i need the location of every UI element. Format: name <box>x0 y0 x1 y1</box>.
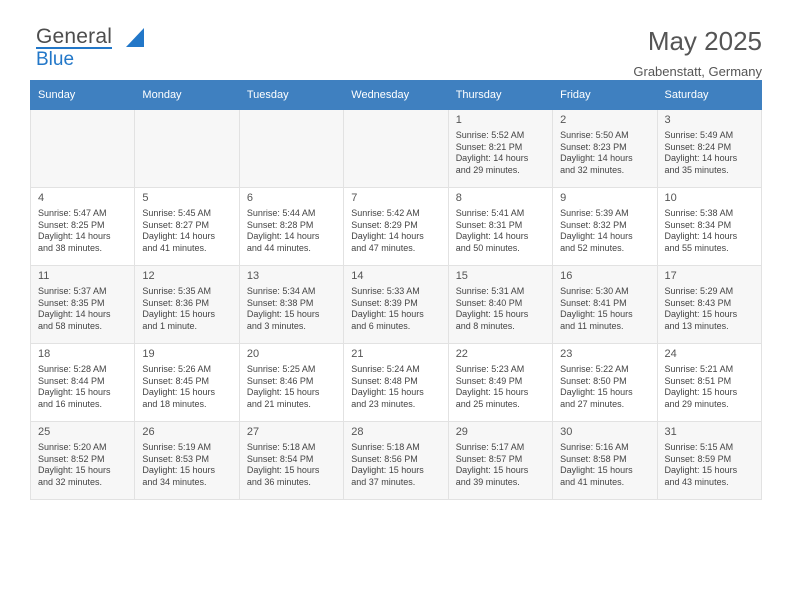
sunrise-text: Sunrise: 5:50 AM <box>560 130 629 140</box>
sunset-text: Sunset: 8:24 PM <box>664 141 732 152</box>
daylight-text-line2: and 35 minutes. <box>664 164 729 175</box>
logo-text-general: General <box>36 25 113 48</box>
day-sun-info <box>560 286 650 332</box>
day-number: 8 <box>455 192 462 204</box>
sunset-text: Sunset: 8:36 PM <box>142 297 209 308</box>
daylight-text-line1: Daylight: 14 hours <box>351 231 424 242</box>
day-sun-info <box>665 286 755 332</box>
sunrise-text: Sunrise: 5:42 AM <box>351 208 420 218</box>
calendar-day-cell <box>239 344 343 422</box>
calendar-day-cell <box>31 188 135 266</box>
daylight-text-line1: Daylight: 15 hours <box>246 465 320 476</box>
calendar-day-cell <box>657 344 761 422</box>
calendar-day-cell <box>135 188 239 266</box>
daylight-text-line1: Daylight: 15 hours <box>351 387 424 398</box>
sunset-text: Sunset: 8:53 PM <box>142 453 209 464</box>
sunrise-text: Sunrise: 5:52 AM <box>455 130 525 140</box>
daylight-text-line1: Daylight: 15 hours <box>664 387 738 398</box>
day-sun-info <box>665 130 755 176</box>
day-number: 24 <box>664 348 677 360</box>
day-sun-info <box>142 442 232 488</box>
sunrise-text: Sunrise: 5:31 AM <box>455 286 525 296</box>
daylight-text-line2: and 32 minutes. <box>560 164 625 175</box>
sunset-text: Sunset: 8:51 PM <box>664 375 732 386</box>
day-sun-info <box>560 130 650 176</box>
calendar-day-cell <box>344 422 448 500</box>
sunrise-text: Sunrise: 5:15 AM <box>664 442 734 452</box>
day-number: 18 <box>38 348 51 360</box>
sunset-text: Sunset: 8:25 PM <box>38 219 105 230</box>
daylight-text-line1: Daylight: 14 hours <box>455 231 529 242</box>
daylight-text-line2: and 11 minutes. <box>560 320 624 331</box>
daylight-text-line1: Daylight: 14 hours <box>560 231 633 242</box>
day-sun-info <box>456 208 546 254</box>
weekday-header-wednesday: Wednesday <box>344 81 448 110</box>
sunset-text: Sunset: 8:52 PM <box>38 453 105 464</box>
sunset-text: Sunset: 8:29 PM <box>351 219 418 230</box>
day-sun-info <box>142 208 232 254</box>
sunrise-text: Sunrise: 5:18 AM <box>246 442 316 452</box>
sunrise-text: Sunrise: 5:28 AM <box>38 364 107 374</box>
sunset-text: Sunset: 8:48 PM <box>351 375 418 386</box>
daylight-text-line2: and 16 minutes. <box>38 398 103 409</box>
daylight-text-line2: and 41 minutes. <box>142 242 207 253</box>
daylight-text-line2: and 39 minutes. <box>455 476 520 487</box>
calendar-day-cell <box>657 422 761 500</box>
calendar-day-cell <box>553 422 657 500</box>
calendar-day-cell <box>657 266 761 344</box>
daylight-text-line1: Daylight: 14 hours <box>455 153 529 164</box>
sunrise-text: Sunrise: 5:26 AM <box>142 364 211 374</box>
day-sun-info <box>38 364 128 410</box>
calendar-week-row <box>31 266 762 344</box>
day-sun-info <box>560 442 650 488</box>
sunrise-text: Sunrise: 5:29 AM <box>664 286 734 296</box>
sunrise-text: Sunrise: 5:35 AM <box>142 286 211 296</box>
day-sun-info <box>351 442 441 488</box>
sunrise-text: Sunrise: 5:45 AM <box>142 208 211 218</box>
day-number: 21 <box>351 348 364 360</box>
weekday-header-sunday: Sunday <box>31 81 135 110</box>
daylight-text-line1: Daylight: 15 hours <box>38 465 111 476</box>
daylight-text-line2: and 38 minutes. <box>38 242 103 253</box>
day-number: 6 <box>246 192 253 204</box>
calendar-day-cell <box>448 344 552 422</box>
day-sun-info <box>560 208 650 254</box>
sunrise-text: Sunrise: 5:22 AM <box>560 364 629 374</box>
sunrise-text: Sunrise: 5:16 AM <box>560 442 629 452</box>
daylight-text-line1: Daylight: 15 hours <box>455 465 529 476</box>
sunset-text: Sunset: 8:21 PM <box>455 141 523 152</box>
sunset-text: Sunset: 8:50 PM <box>560 375 627 386</box>
calendar-day-cell <box>344 266 448 344</box>
sunset-text: Sunset: 8:31 PM <box>455 219 523 230</box>
daylight-text-line2: and 50 minutes. <box>455 242 520 253</box>
brand-logo <box>30 26 156 70</box>
day-sun-info <box>351 364 441 410</box>
calendar-day-cell <box>448 266 552 344</box>
day-sun-info <box>351 286 441 332</box>
daylight-text-line1: Daylight: 15 hours <box>38 387 111 398</box>
daylight-text-line1: Daylight: 15 hours <box>246 387 320 398</box>
sunrise-text: Sunrise: 5:23 AM <box>455 364 525 374</box>
sunset-text: Sunset: 8:35 PM <box>38 297 105 308</box>
calendar-day-cell <box>448 188 552 266</box>
sunrise-text: Sunrise: 5:41 AM <box>455 208 525 218</box>
calendar-day-cell <box>553 188 657 266</box>
weekday-header-friday: Friday <box>553 81 657 110</box>
calendar-day-cell <box>239 266 343 344</box>
daylight-text-line1: Daylight: 15 hours <box>560 309 633 320</box>
sunset-text: Sunset: 8:28 PM <box>246 219 314 230</box>
day-number: 3 <box>664 114 671 126</box>
day-number: 16 <box>560 270 573 282</box>
calendar-day-cell <box>657 188 761 266</box>
daylight-text-line2: and 36 minutes. <box>246 476 311 487</box>
sunrise-text: Sunrise: 5:38 AM <box>664 208 734 218</box>
daylight-text-line1: Daylight: 15 hours <box>560 465 633 476</box>
calendar-day-cell <box>239 422 343 500</box>
daylight-text-line1: Daylight: 15 hours <box>560 387 633 398</box>
calendar-day-empty <box>239 110 343 188</box>
day-sun-info <box>38 208 128 254</box>
calendar-day-cell <box>31 344 135 422</box>
daylight-text-line1: Daylight: 15 hours <box>455 387 529 398</box>
daylight-text-line2: and 13 minutes. <box>664 320 729 331</box>
sunset-text: Sunset: 8:43 PM <box>664 297 732 308</box>
day-number: 12 <box>142 270 155 282</box>
day-sun-info <box>560 364 650 410</box>
daylight-text-line2: and 1 minute. <box>142 320 197 331</box>
sunrise-text: Sunrise: 5:47 AM <box>38 208 107 218</box>
calendar-day-cell <box>31 266 135 344</box>
day-number: 28 <box>351 426 364 438</box>
daylight-text-line2: and 58 minutes. <box>38 320 103 331</box>
location-subtitle: Grabenstatt, Germany <box>633 64 762 79</box>
day-sun-info <box>247 208 337 254</box>
sunrise-text: Sunrise: 5:18 AM <box>351 442 420 452</box>
logo-text-blue: Blue <box>36 49 75 70</box>
day-number: 25 <box>38 426 51 438</box>
weekday-header-monday: Monday <box>135 81 239 110</box>
daylight-text-line2: and 8 minutes. <box>455 320 515 331</box>
daylight-text-line2: and 6 minutes. <box>351 320 411 331</box>
daylight-text-line1: Daylight: 15 hours <box>455 309 529 320</box>
sunset-text: Sunset: 8:58 PM <box>560 453 627 464</box>
sunset-text: Sunset: 8:32 PM <box>560 219 627 230</box>
daylight-text-line1: Daylight: 15 hours <box>351 309 424 320</box>
daylight-text-line1: Daylight: 14 hours <box>142 231 215 242</box>
day-sun-info <box>351 208 441 254</box>
daylight-text-line2: and 29 minutes. <box>455 164 520 175</box>
sunrise-text: Sunrise: 5:24 AM <box>351 364 420 374</box>
sunrise-text: Sunrise: 5:33 AM <box>351 286 420 296</box>
day-sun-info <box>247 286 337 332</box>
sunset-text: Sunset: 8:57 PM <box>455 453 523 464</box>
daylight-text-line2: and 37 minutes. <box>351 476 416 487</box>
calendar-day-cell <box>135 422 239 500</box>
weekday-header-thursday: Thursday <box>448 81 552 110</box>
sunrise-text: Sunrise: 5:49 AM <box>664 130 734 140</box>
calendar-day-empty <box>135 110 239 188</box>
calendar-week-row <box>31 188 762 266</box>
day-sun-info <box>142 364 232 410</box>
sunrise-text: Sunrise: 5:19 AM <box>142 442 211 452</box>
day-number: 5 <box>142 192 149 204</box>
daylight-text-line1: Daylight: 15 hours <box>142 465 215 476</box>
daylight-text-line1: Daylight: 15 hours <box>664 309 738 320</box>
sunset-text: Sunset: 8:56 PM <box>351 453 418 464</box>
day-number: 27 <box>246 426 260 438</box>
sunrise-text: Sunrise: 5:20 AM <box>38 442 107 452</box>
day-sun-info <box>38 286 128 332</box>
sunset-text: Sunset: 8:34 PM <box>664 219 732 230</box>
calendar-table <box>30 80 762 500</box>
daylight-text-line2: and 47 minutes. <box>351 242 416 253</box>
sunset-text: Sunset: 8:46 PM <box>246 375 314 386</box>
day-number: 17 <box>664 270 677 282</box>
sunrise-text: Sunrise: 5:39 AM <box>560 208 629 218</box>
daylight-text-line1: Daylight: 14 hours <box>38 231 111 242</box>
daylight-text-line2: and 29 minutes. <box>664 398 729 409</box>
title-block <box>633 26 762 79</box>
calendar-week-row <box>31 344 762 422</box>
daylight-text-line2: and 32 minutes. <box>38 476 103 487</box>
sunrise-text: Sunrise: 5:21 AM <box>664 364 734 374</box>
daylight-text-line1: Daylight: 15 hours <box>664 465 738 476</box>
weekday-header-tuesday: Tuesday <box>239 81 343 110</box>
sunset-text: Sunset: 8:45 PM <box>142 375 209 386</box>
day-number: 23 <box>560 348 573 360</box>
daylight-text-line2: and 43 minutes. <box>664 476 729 487</box>
day-number: 13 <box>246 270 260 282</box>
sunset-text: Sunset: 8:54 PM <box>246 453 314 464</box>
daylight-text-line2: and 41 minutes. <box>560 476 625 487</box>
day-number: 14 <box>351 270 364 282</box>
calendar-day-cell <box>553 344 657 422</box>
day-sun-info <box>247 442 337 488</box>
calendar-week-row <box>31 110 762 188</box>
sunset-text: Sunset: 8:38 PM <box>246 297 314 308</box>
day-number: 4 <box>38 192 45 204</box>
daylight-text-line1: Daylight: 15 hours <box>351 465 424 476</box>
day-number: 2 <box>560 114 567 126</box>
day-sun-info <box>456 442 546 488</box>
day-number: 30 <box>560 426 573 438</box>
day-number: 29 <box>455 426 468 438</box>
daylight-text-line2: and 25 minutes. <box>455 398 520 409</box>
daylight-text-line1: Daylight: 15 hours <box>142 309 215 320</box>
sunrise-text: Sunrise: 5:44 AM <box>246 208 316 218</box>
day-number: 11 <box>38 270 50 282</box>
day-sun-info <box>665 442 755 488</box>
day-number: 10 <box>664 192 677 204</box>
sunset-text: Sunset: 8:39 PM <box>351 297 418 308</box>
calendar-day-empty <box>344 110 448 188</box>
day-number: 7 <box>351 192 358 204</box>
page-title: May 2025 <box>647 26 762 56</box>
daylight-text-line1: Daylight: 15 hours <box>142 387 215 398</box>
sunset-text: Sunset: 8:44 PM <box>38 375 105 386</box>
daylight-text-line2: and 23 minutes. <box>351 398 416 409</box>
calendar-day-cell <box>448 110 552 188</box>
calendar-body <box>31 110 762 500</box>
sunrise-text: Sunrise: 5:17 AM <box>455 442 525 452</box>
day-sun-info <box>456 364 546 410</box>
day-number: 19 <box>142 348 155 360</box>
weekday-header-row <box>31 81 762 110</box>
daylight-text-line1: Daylight: 14 hours <box>38 309 111 320</box>
daylight-text-line1: Daylight: 14 hours <box>664 231 738 242</box>
day-number: 26 <box>142 426 155 438</box>
daylight-text-line2: and 27 minutes. <box>560 398 625 409</box>
calendar-day-cell <box>135 266 239 344</box>
daylight-text-line2: and 55 minutes. <box>664 242 729 253</box>
sunrise-text: Sunrise: 5:34 AM <box>246 286 316 296</box>
calendar-day-cell <box>239 188 343 266</box>
sunrise-text: Sunrise: 5:37 AM <box>38 286 107 296</box>
page-header <box>30 0 762 79</box>
day-sun-info <box>665 208 755 254</box>
sunset-text: Sunset: 8:27 PM <box>142 219 209 230</box>
daylight-text-line2: and 21 minutes. <box>246 398 311 409</box>
calendar-day-cell <box>553 110 657 188</box>
daylight-text-line1: Daylight: 14 hours <box>246 231 320 242</box>
calendar-day-cell <box>31 422 135 500</box>
day-sun-info <box>38 442 128 488</box>
calendar-day-cell <box>553 266 657 344</box>
day-sun-info <box>142 286 232 332</box>
day-number: 15 <box>455 270 468 282</box>
calendar-day-cell <box>344 344 448 422</box>
day-number: 1 <box>455 114 462 126</box>
sunset-text: Sunset: 8:59 PM <box>664 453 732 464</box>
calendar-week-row <box>31 422 762 500</box>
daylight-text-line1: Daylight: 15 hours <box>246 309 320 320</box>
day-sun-info <box>456 286 546 332</box>
calendar-day-empty <box>31 110 135 188</box>
day-number: 22 <box>455 348 468 360</box>
daylight-text-line1: Daylight: 14 hours <box>560 153 633 164</box>
logo-triangle-icon <box>126 28 144 47</box>
sunset-text: Sunset: 8:23 PM <box>560 141 627 152</box>
sunset-text: Sunset: 8:41 PM <box>560 297 627 308</box>
day-number: 31 <box>664 426 677 438</box>
daylight-text-line2: and 34 minutes. <box>142 476 207 487</box>
calendar-day-cell <box>657 110 761 188</box>
sunset-text: Sunset: 8:49 PM <box>455 375 523 386</box>
day-sun-info <box>247 364 337 410</box>
weekday-header-saturday: Saturday <box>657 81 761 110</box>
day-number: 20 <box>246 348 260 360</box>
calendar-day-cell <box>344 188 448 266</box>
daylight-text-line2: and 18 minutes. <box>142 398 207 409</box>
day-number: 9 <box>560 192 567 204</box>
sunrise-text: Sunrise: 5:25 AM <box>246 364 316 374</box>
calendar-day-cell <box>135 344 239 422</box>
calendar-day-cell <box>448 422 552 500</box>
daylight-text-line2: and 44 minutes. <box>246 242 311 253</box>
sunrise-text: Sunrise: 5:30 AM <box>560 286 629 296</box>
day-sun-info <box>456 130 546 176</box>
sunset-text: Sunset: 8:40 PM <box>455 297 523 308</box>
day-sun-info <box>665 364 755 410</box>
daylight-text-line2: and 52 minutes. <box>560 242 625 253</box>
daylight-text-line1: Daylight: 14 hours <box>664 153 738 164</box>
daylight-text-line2: and 3 minutes. <box>246 320 306 331</box>
